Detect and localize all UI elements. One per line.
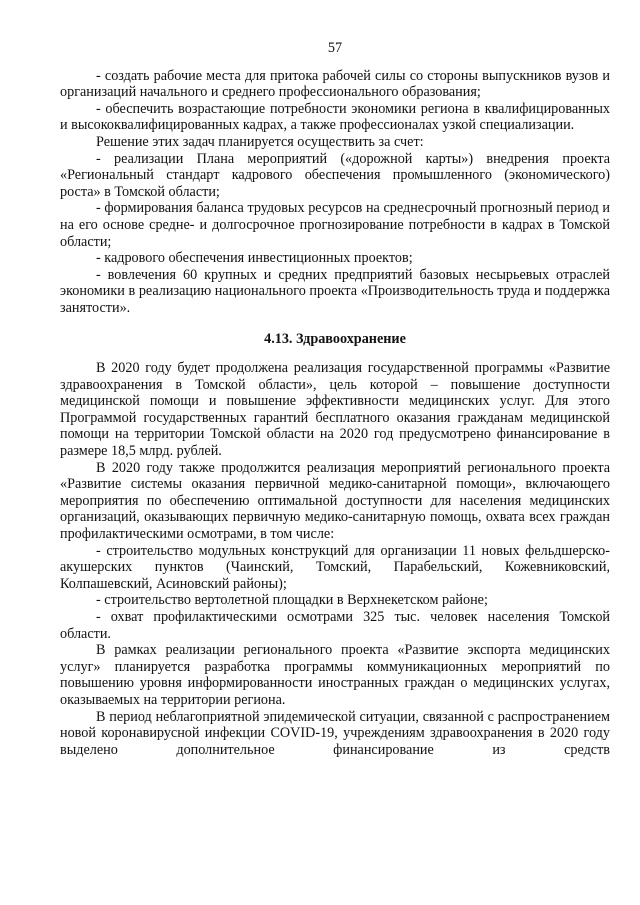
paragraph: - создать рабочие места для притока рабочей силы со стороны выпускников вузов и организаций начального и среднего профессионального образования; <box>60 67 610 101</box>
paragraph: В рамках реализации регионального проекта «Развитие экспорта медицинских услуг» планируется разработка программы коммуникационных мероприятий по повышению уровня информированности иностранных граждан о медицинских услугах, оказываемых на территории региона. <box>60 642 610 708</box>
paragraph: - охват профилактическими осмотрами 325 тыс. человек населения Томской области. <box>60 609 610 642</box>
document-page <box>60 40 610 758</box>
paragraph: - кадрового обеспечения инвестиционных проектов; <box>96 250 413 267</box>
paragraph: В 2020 году будет продолжена реализация государственной программы «Развитие здравоохранения в Томской области», цель которой – повышение доступности медицинской помощи и повышение эффективности медицинских услуг. Для этого Программой государственных гарантий бесплатного оказания гражданам медицинской помощи на территории Томской области на 2020 год предусмотрено финансирование в размере 18,5 млрд. рублей. <box>60 360 610 460</box>
paragraph: В период неблагоприятной эпидемической ситуации, связанной с распространением новой коронавирусной инфекции COVID-19, учреждениям здравоохранения в 2020 году выделено дополнительное финансирование из средств <box>60 708 610 758</box>
paragraph: - формирования баланса трудовых ресурсов на среднесрочный прогнозный период и на его основе средне- и долгосрочное прогнозирование потребности в кадрах в Томской области; <box>60 200 610 250</box>
page-number: 57 <box>327 40 343 56</box>
section-heading: 4.13. Здравоохранение <box>264 330 406 347</box>
paragraph: В 2020 году также продолжится реализация мероприятий регионального проекта «Развитие системы оказания первичной медико-санитарной помощи», включающего мероприятия по обеспечению оптимальной доступности для населения медицинских организаций, оказывающих первичную медико-санитарную помощь, охвата всех граждан профилактическими осмотрами, в том числе: <box>60 459 610 543</box>
paragraph: - строительство вертолетной площадки в Верхнекетском районе; <box>96 592 488 609</box>
paragraph: - реализации Плана мероприятий («дорожной карты») внедрения проекта «Региональный стандарт кадрового обеспечения промышленного (экономического) роста» в Томской области; <box>60 150 610 200</box>
paragraph: Решение этих задач планируется осуществить за счет: <box>96 133 424 150</box>
paragraph: - обеспечить возрастающие потребности экономики региона в квалифицированных и высококвалифицированных кадрах, а также профессионалах узкой специализации. <box>60 100 610 134</box>
paragraph: - строительство модульных конструкций для организации 11 новых фельдшерско-акушерских пунктов (Чаинский, Томский, Парабельский, Кожевниковский, Колпашевский, Асиновский районы); <box>60 542 610 592</box>
paragraph: - вовлечения 60 крупных и средних предприятий базовых несырьевых отраслей экономики в реализацию национального проекта «Производительность труда и поддержка занятости». <box>60 266 610 316</box>
